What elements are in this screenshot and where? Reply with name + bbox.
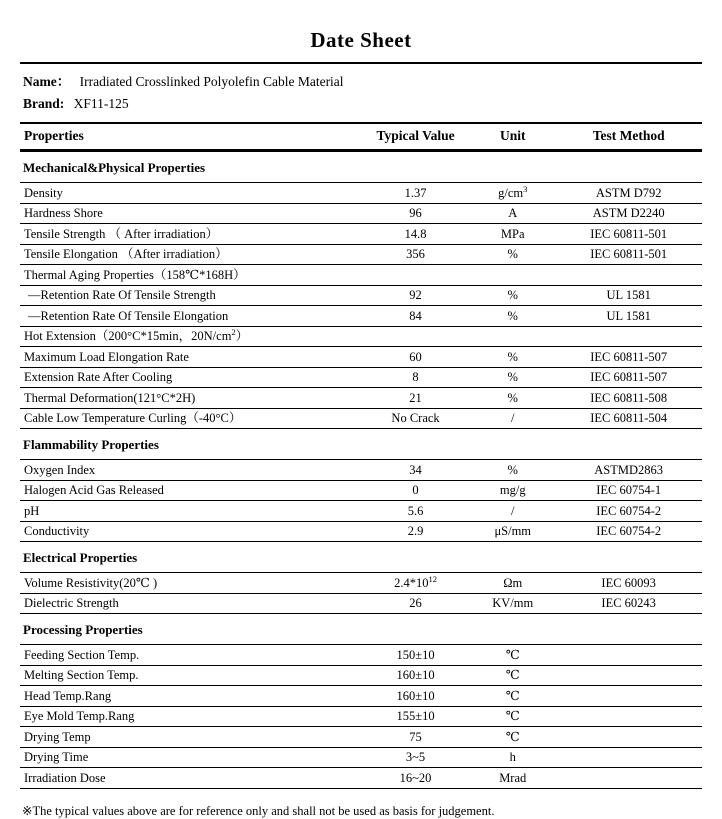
property-cell: Maximum Load Elongation Rate	[24, 349, 189, 364]
value-cell: 8	[412, 370, 419, 384]
method-cell: UL 1581	[606, 288, 651, 302]
table-header-row	[20, 122, 702, 152]
property-cell: Dielectric Strength	[24, 596, 119, 610]
method-cell: IEC 60811-504	[590, 411, 668, 425]
unit-cell: %	[507, 288, 518, 302]
table-row	[20, 727, 702, 748]
table-row	[20, 644, 702, 666]
property-cell: Conductivity	[24, 524, 90, 538]
value-cell: 5.6	[407, 503, 424, 518]
property-cell: Tensile Strength （ After irradiation）	[24, 226, 219, 241]
unit-cell: Ωm	[503, 575, 523, 590]
table-row	[20, 522, 702, 543]
section-rows	[20, 182, 702, 429]
unit-base: g/cm	[498, 185, 524, 200]
value-cell: 34	[409, 462, 422, 477]
method-cell: IEC 60754-2	[596, 503, 662, 518]
unit-cell: MPa	[500, 226, 525, 241]
unit-cell: ℃	[505, 729, 520, 744]
value-cell: 155±10	[396, 709, 435, 723]
table-row-subheader	[20, 265, 702, 286]
table-row	[20, 224, 702, 245]
value-cell: 1.37	[404, 185, 427, 200]
unit-cell: /	[510, 503, 515, 518]
property-cell: Thermal Aging Properties（158℃*168H）	[24, 267, 246, 282]
method-cell: IEC 60811-508	[590, 390, 668, 405]
table-row	[20, 686, 702, 707]
value-cell: 16~20	[399, 770, 432, 785]
section-title: Electrical Properties	[23, 550, 138, 565]
unit-cell: KV/mm	[492, 596, 534, 610]
table-row-subheader	[20, 327, 702, 348]
method-cell: IEC 60243	[601, 596, 656, 610]
brand-value: XF11-125	[73, 96, 129, 111]
property-tail: ）	[235, 329, 249, 343]
property-cell: Feeding Section Temp.	[24, 647, 140, 662]
value-cell: 60	[409, 349, 422, 364]
section-processing	[20, 614, 702, 789]
table-row	[20, 182, 702, 204]
section-title: Flammability Properties	[23, 437, 159, 452]
property-cell: Oxygen Index	[24, 462, 96, 477]
table-row	[20, 388, 702, 409]
section-rows	[20, 459, 702, 542]
method-cell: IEC 60811-507	[590, 370, 668, 384]
method-cell: IEC 60754-2	[596, 524, 662, 538]
table-row	[20, 204, 702, 225]
property-superscript: 2	[231, 326, 236, 337]
method-cell: IEC 60093	[601, 575, 656, 590]
brand-label: Brand:	[23, 96, 65, 111]
value-cell: 3~5	[405, 750, 426, 764]
table-row	[20, 666, 702, 687]
table-row	[20, 748, 702, 769]
value-cell: 14.8	[404, 226, 427, 241]
name-line	[20, 64, 702, 90]
section-title: Processing Properties	[23, 622, 143, 637]
page-title: Date Sheet	[310, 28, 412, 52]
method-cell: IEC 60811-501	[590, 247, 668, 261]
section-title: Mechanical&Physical Properties	[23, 160, 206, 175]
method-cell: ASTM D792	[595, 185, 662, 200]
value-cell: 356	[406, 247, 425, 261]
method-cell: IEC 60811-507	[590, 349, 668, 364]
unit-cell: ℃	[505, 688, 520, 703]
property-cell: Drying Temp	[24, 729, 91, 744]
unit-cell: %	[507, 247, 518, 261]
property-cell: pH	[24, 503, 40, 518]
property-cell: —Retention Rate Of Tensile Strength	[28, 288, 216, 302]
table-row	[20, 572, 702, 594]
table-row	[20, 245, 702, 266]
value-cell: 0	[412, 483, 419, 497]
value-cell: No Crack	[391, 411, 440, 425]
table-row	[20, 306, 702, 327]
unit-cell: h	[509, 750, 516, 764]
value-cell: 84	[409, 308, 422, 323]
value-cell: 150±10	[396, 647, 435, 662]
property-cell	[20, 326, 361, 343]
table-row	[20, 347, 702, 368]
method-cell: ASTM D2240	[592, 206, 665, 220]
unit-cell	[470, 183, 555, 200]
method-cell: IEC 60754-1	[596, 483, 662, 497]
method-cell: UL 1581	[606, 308, 651, 323]
property-cell: Density	[24, 185, 63, 200]
unit-cell: A	[508, 206, 518, 220]
property-cell: Hardness Shore	[24, 206, 103, 220]
table-row	[20, 368, 702, 389]
section-mechanical-physical	[20, 152, 702, 429]
table-row	[20, 286, 702, 307]
method-cell: IEC 60811-501	[590, 226, 668, 241]
property-cell: Melting Section Temp.	[24, 668, 139, 682]
value-cell	[361, 573, 470, 590]
value-cell: 26	[409, 596, 422, 610]
unit-cell: ℃	[505, 668, 520, 682]
property-cell: —Retention Rate Of Tensile Elongation	[28, 308, 229, 323]
unit-superscript: 3	[523, 183, 528, 194]
unit-cell: ℃	[505, 709, 520, 723]
property-cell: Cable Low Temperature Curling（-40°C）	[24, 411, 242, 425]
value-cell: 160±10	[396, 688, 435, 703]
value-cell: 2.9	[407, 524, 424, 538]
unit-cell: Mrad	[499, 770, 527, 785]
value-cell: 96	[409, 206, 422, 220]
property-cell: Extension Rate After Cooling	[24, 370, 173, 384]
value-superscript: 12	[428, 573, 437, 584]
table-row	[20, 459, 702, 481]
property-cell: Head Temp.Rang	[24, 688, 112, 703]
unit-cell: μS/mm	[494, 524, 532, 538]
unit-cell: %	[507, 308, 518, 323]
property-cell: Drying Time	[24, 750, 89, 764]
section-rows	[20, 644, 702, 789]
column-header-typical-value: Typical Value	[376, 128, 455, 143]
value-cell: 21	[409, 390, 422, 405]
property-cell: Irradiation Dose	[24, 770, 106, 785]
unit-cell: mg/g	[499, 483, 526, 497]
value-base: 2.4*10	[394, 575, 429, 590]
footnote: ※The typical values above are for reference only and shall not be used as basis for judgement.	[22, 803, 495, 818]
unit-cell: %	[507, 370, 518, 384]
unit-cell: ℃	[505, 647, 520, 662]
column-header-properties: Properties	[24, 128, 84, 143]
name-label: Name：	[23, 74, 71, 89]
unit-cell: %	[507, 462, 518, 477]
table-row	[20, 501, 702, 522]
brand-line	[20, 90, 702, 116]
section-rows	[20, 572, 702, 614]
section-electrical	[20, 542, 702, 614]
property-cell: Tensile Elongation （After irradiation）	[24, 247, 228, 261]
table-row	[20, 707, 702, 728]
property-cell: Eye Mold Temp.Rang	[24, 709, 135, 723]
unit-cell: %	[507, 349, 518, 364]
property-cell: Halogen Acid Gas Released	[24, 483, 164, 497]
section-flammability	[20, 429, 702, 542]
unit-cell: %	[507, 390, 518, 405]
value-cell: 92	[409, 288, 422, 302]
value-cell: 75	[409, 729, 422, 744]
value-cell: 160±10	[396, 668, 435, 682]
property-base: Hot Extension（200°C*15min，20N/cm	[24, 329, 232, 343]
column-header-unit: Unit	[499, 128, 526, 143]
name-value: Irradiated Crosslinked Polyolefin Cable Material	[79, 74, 344, 89]
table-row	[20, 409, 702, 430]
method-cell: ASTMD2863	[594, 462, 664, 477]
unit-cell: /	[510, 411, 515, 425]
property-cell: Volume Resistivity(20℃ )	[24, 575, 158, 590]
table-row	[20, 481, 702, 502]
table-row	[20, 594, 702, 615]
column-header-test-method: Test Method	[592, 128, 665, 143]
property-cell: Thermal Deformation(121°C*2H)	[24, 390, 196, 405]
table-row	[20, 768, 702, 789]
